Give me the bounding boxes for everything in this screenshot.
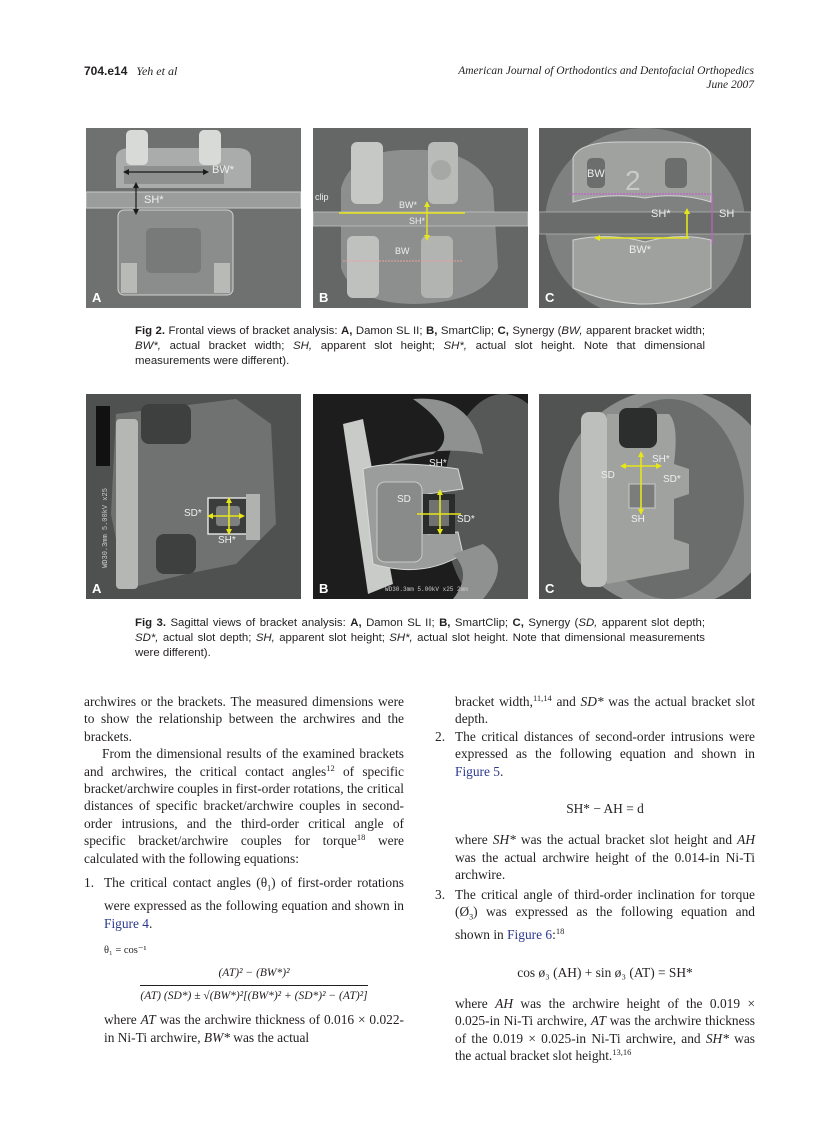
sem-image-frontal-damon: [86, 128, 301, 308]
sem-image-sagittal-synergy: [539, 394, 751, 599]
text: The critical angle of third-order inclination for torque (Ø: [455, 886, 755, 920]
fig2-panel-b: [313, 128, 528, 308]
caption-text: actual bracket width;: [160, 340, 294, 352]
text: .: [500, 763, 504, 779]
annotation-sh: SH: [631, 514, 645, 525]
list-item-3: [435, 886, 755, 944]
text: .: [149, 915, 153, 931]
caption-text: apparent slot depth;: [597, 617, 706, 629]
variable: AH: [737, 832, 756, 848]
text: was the actual bracket slot height and: [515, 832, 738, 848]
running-header-left: [84, 64, 177, 79]
fig3-panel-b: [313, 394, 528, 599]
figure-5-link[interactable]: Figure 5: [455, 763, 501, 779]
annotation-bw-star: BW*: [399, 200, 417, 210]
figure-3-caption: [135, 616, 705, 661]
text: The critical contact angles (θ: [104, 875, 268, 891]
text: where: [104, 1012, 141, 1028]
text: of specific bracket/archwire couples in first-order rotations, the critical distances of specific bracket/archwire couples in second-order intrusions, and the third-order critical angle of specific bracket/archwire couples for torque: [84, 763, 404, 849]
subscript: 3: [469, 912, 474, 922]
fraction: [140, 965, 367, 1005]
caption-text: Synergy (: [508, 325, 562, 337]
text: was the archwire thickness of 0.016 × 0.022-in Ni-Ti archwire,: [104, 1012, 405, 1045]
panel-label-b: B: [319, 581, 329, 596]
caption-text: Damon SL II;: [361, 617, 440, 629]
right-column: [435, 693, 755, 1065]
caption-term: BW,: [561, 325, 583, 337]
page-number: 704.e14: [84, 64, 128, 78]
equation-3: cos ø₃ (AH) + sin ø₃ (AT) = SH*: [517, 964, 693, 980]
annotation-sh-star: SH*: [218, 535, 236, 546]
variable: BW*: [203, 1029, 230, 1045]
panel-label-a: A: [92, 581, 102, 596]
annotation-bw-star: BW*: [212, 164, 234, 176]
caption-text: actual slot depth;: [158, 632, 256, 644]
figure-4-link[interactable]: Figure 4: [104, 915, 150, 931]
journal-title: American Journal of Orthodontics and Dentofacial Orthopedics: [458, 65, 754, 77]
paragraph: [435, 995, 755, 1065]
svg-text:2: 2: [625, 165, 641, 196]
text: where: [455, 832, 493, 848]
caption-text: actual slot height. Note that dimensional measurements were different).: [135, 340, 705, 367]
caption-term: BW*,: [135, 340, 161, 352]
list-number: 1.: [84, 875, 95, 891]
annotation-sh-star: SH*: [429, 458, 447, 469]
text: bracket width,: [455, 694, 533, 709]
variable: AH: [495, 995, 513, 1011]
citation: 13,16: [612, 1047, 632, 1058]
caption-text: SmartClip;: [437, 325, 498, 337]
list-item-1: [84, 874, 404, 932]
fig2-label: Fig 2.: [135, 325, 166, 337]
figure-2-caption: [135, 324, 705, 369]
annotation-sh-star: SH*: [651, 208, 671, 220]
caption-term: SH*,: [389, 632, 413, 644]
text: was the actual bracket slot height.: [455, 1030, 755, 1064]
text: were calculated with the following equations:: [84, 833, 404, 866]
text: ) was expressed as the following equation and shown in: [455, 904, 755, 943]
equation-1-fraction: [104, 965, 404, 1005]
caption-panel-c: C,: [512, 617, 524, 629]
caption-text: apparent slot height;: [274, 632, 390, 644]
caption-term: SD,: [578, 617, 598, 629]
running-authors: Yeh et al: [136, 64, 178, 78]
text: ) of first-order rotations were expressed as the following equation and shown in: [104, 875, 404, 914]
sem-scale-text: WD30.3mm 5.00kV x25 2mm: [385, 586, 468, 593]
text: was the archwire height of the 0.019 × 0.025-in Ni-Ti archwire,: [455, 995, 756, 1029]
annotation-sd-star: SD*: [663, 474, 681, 485]
panel-label-b: B: [319, 290, 329, 305]
annotation-sd: SD: [601, 470, 615, 481]
fig3-panel-a: [86, 394, 301, 599]
text: :: [552, 927, 556, 943]
caption-panel-c: C,: [497, 325, 509, 337]
citation: 18: [356, 832, 366, 843]
caption-term: SD*,: [135, 632, 159, 644]
paragraph: archwires or the brackets. The measured dimensions were to show the relationship between the archwires and the brackets.: [84, 694, 404, 744]
caption-term: SH*,: [443, 340, 467, 352]
citation: 11,14: [532, 693, 552, 703]
text: where: [455, 995, 496, 1011]
panel-label-a: A: [92, 290, 102, 305]
caption-text: Damon SL II;: [352, 325, 426, 337]
subscript: 1: [267, 883, 272, 893]
text: was the actual bracket slot depth.: [455, 694, 755, 727]
text: was the actual: [229, 1029, 310, 1045]
text: was the archwire thickness of the 0.019 × 0.025-in Ni-Ti archwire, and: [455, 1013, 755, 1046]
paragraph: [435, 831, 755, 883]
caption-panel-a: A,: [350, 617, 362, 629]
fig3-label: Fig 3.: [135, 617, 167, 629]
paragraph: [84, 1011, 404, 1046]
fig2-panel-a: [86, 128, 301, 308]
text: was the actual archwire height of the 0.014-in Ni-Ti archwire.: [455, 849, 755, 883]
paragraph: [435, 693, 755, 728]
annotation-sh-star: SH*: [409, 216, 426, 226]
caption-term: SH,: [293, 340, 313, 352]
annotation-sh-star: SH*: [144, 194, 164, 206]
sem-scale-text: WD30.3mm 5.00kV x25: [101, 488, 110, 568]
annotation-sh: SH: [719, 208, 735, 220]
text: From the dimensional results of the examined brackets and archwires, the critical contact angles: [84, 746, 404, 779]
annotation-bw-star: BW*: [629, 244, 651, 256]
list-item-2: [435, 728, 755, 780]
running-header-right: [458, 64, 754, 92]
caption-panel-b: B,: [439, 617, 451, 629]
citation: 12: [326, 762, 335, 773]
variable: SH*: [492, 832, 516, 848]
annotation-bw: BW: [587, 168, 605, 180]
annotation-bw: BW: [395, 246, 410, 256]
left-column: [84, 693, 404, 1046]
text: The critical distances of second-order intrusions were expressed as the following equation and shown in: [455, 728, 755, 762]
caption-panel-b: B,: [425, 325, 438, 337]
caption-term: SH,: [255, 632, 275, 644]
sem-image-sagittal-damon: [86, 394, 301, 599]
equation-1-denominator: (AT) (SD*) ± √(BW*)²[(BW*)² + (SD*)² − (AT)²]: [140, 985, 367, 1005]
figure-6-link[interactable]: Figure 6: [507, 927, 553, 943]
annotation-sd: SD: [397, 494, 411, 505]
citation: 18: [555, 926, 565, 937]
equation-1: [84, 942, 404, 1005]
equation-1-numerator: (AT)² − (BW*)²: [218, 967, 290, 980]
equation-1-lhs: θ₁ = cos⁻¹: [104, 944, 147, 956]
list-number: 2.: [435, 728, 446, 744]
panel-label-c: C: [545, 581, 555, 596]
caption-text: SmartClip;: [450, 617, 513, 629]
annotation-sd-star: SD*: [457, 514, 475, 525]
annotation-clip: clip: [315, 192, 329, 202]
paragraph: [84, 745, 404, 867]
caption-text: apparent slot height;: [312, 340, 444, 352]
variable: AT: [140, 1012, 156, 1028]
list-number: 3.: [435, 886, 446, 902]
issue-date: June 2007: [706, 79, 754, 91]
caption-text: Sagittal views of bracket analysis:: [166, 617, 351, 629]
annotation-sd-star: SD*: [184, 508, 202, 519]
variable: AT: [590, 1013, 606, 1029]
variable: SD*: [580, 694, 604, 709]
sem-image-sagittal-smartclip: [313, 394, 528, 599]
caption-text: Frontal views of bracket analysis:: [165, 325, 341, 337]
variable: SH*: [705, 1030, 729, 1046]
equation-2: SH* − AH = d: [566, 801, 644, 817]
panel-label-c: C: [545, 290, 555, 305]
caption-text: actual slot height. Note that dimensional measurements were different).: [135, 632, 705, 659]
text: and: [551, 694, 581, 709]
annotation-sh-star: SH*: [652, 454, 670, 465]
fig3-panel-c: [539, 394, 751, 599]
caption-text: Synergy (: [523, 617, 579, 629]
fig2-panel-c: [539, 128, 751, 308]
caption-panel-a: A,: [340, 325, 353, 337]
caption-text: apparent bracket width;: [582, 325, 705, 337]
